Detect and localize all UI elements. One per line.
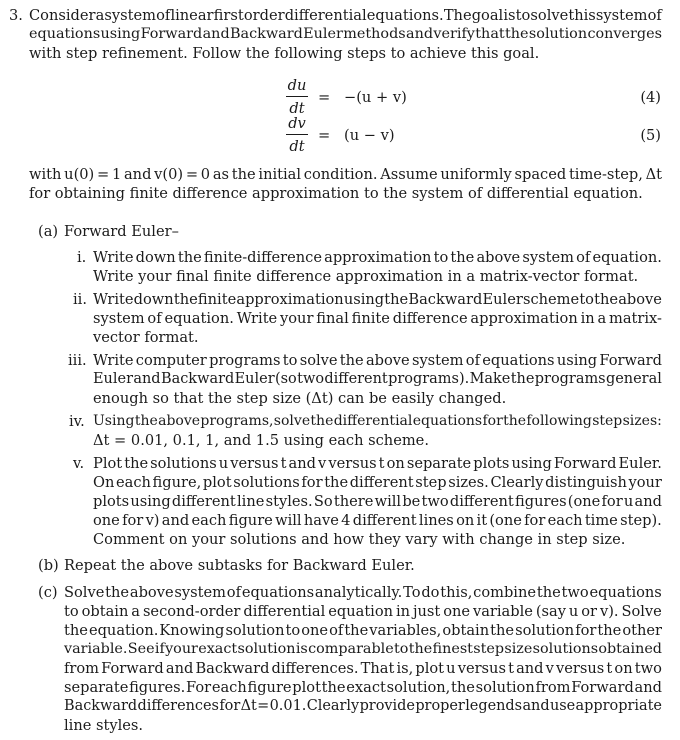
subitem-ii-line: Write down the finite approximation using the Backward Euler scheme to the above	[93, 291, 662, 308]
subitem-iii-label: iii.	[68, 352, 87, 369]
subitem-v-line: On each figure, plot solutions for the different step sizes. Clearly distinguish your	[93, 474, 662, 491]
subitem-iii-line: enough so that the step size (Δt) can be easily changed.	[93, 390, 507, 407]
subitem-v-line: plots using different line styles. So there will be two different figures (one for u and	[93, 493, 662, 510]
subitem-ii-label: ii.	[73, 291, 87, 308]
subitem-ii-line: vector format.	[93, 329, 199, 346]
part-b-label: (b)	[38, 557, 59, 574]
subitem-i-label: i.	[77, 249, 87, 266]
equation-4-numerator: du	[287, 77, 307, 94]
equals-sign: =	[318, 127, 331, 144]
fraction-dv-dt	[286, 114, 308, 156]
equation-5-numerator: dv	[288, 115, 306, 132]
part-c-line: separate figures. For each figure plot the exact solution, the solution from Forward and	[64, 679, 662, 696]
equation-4-rhs: −(u + v)	[344, 89, 407, 106]
part-c-line: from Forward and Backward differences. That is, plot u versus t and v versus t on two	[64, 660, 662, 677]
fraction-du-dt	[286, 76, 308, 118]
equation-5-label: (5)	[640, 127, 661, 144]
subitem-iii-line: Euler and Backward Euler (so two different programs). Make the programs general	[93, 371, 662, 387]
part-c-line: Backward differences for Δt = 0.01. Clearly provide proper legends and use appropriate	[64, 698, 662, 714]
subitem-ii-line: system of equation. Write your final finite difference approximation in a matrix-	[93, 310, 662, 327]
subitem-v-line: one for v) and each figure will have 4 different lines on it (one for each time step).	[93, 512, 662, 529]
equation-4-denominator: dt	[289, 100, 305, 117]
part-c-line: the equation. Knowing solution to one of the variables, obtain the solution for the other	[64, 622, 662, 639]
equation-5-rhs: (u − v)	[344, 127, 395, 144]
subitem-v-line: Plot the solutions u versus t and v versus t on separate plots using Forward Euler.	[93, 455, 662, 472]
subitem-i-line: Write your final finite difference approximation in a matrix-vector format.	[93, 268, 639, 285]
intro-line-1: Consider a system of linear first order differential equations. The goal is to solve this system of	[29, 7, 662, 24]
intro-line-3: with step refinement. Follow the following steps to achieve this goal.	[29, 45, 540, 62]
intro-line-2: equations using Forward and Backward Euler methods and verify that the solution converges	[29, 26, 662, 42]
part-c-line: Solve the above system of equations analytically. To do this, combine the two equations	[64, 584, 662, 601]
equation-5-denominator: dt	[289, 138, 305, 155]
subitem-iv-line: Δt = 0.01, 0.1, 1, and 1.5 using each scheme.	[93, 432, 429, 449]
part-a-label: (a)	[38, 223, 59, 240]
part-b-line: Repeat the above subtasks for Backward Euler.	[64, 557, 415, 574]
equals-sign: =	[318, 89, 331, 106]
subitem-iv-line: Using the above programs, solve the differential equations for the following step sizes:	[93, 413, 662, 429]
part-c-label: (c)	[38, 584, 58, 601]
part-c-line: variable. See if your exact solution is comparable to the finest step size solutions obtained	[64, 641, 662, 657]
part-c-line: line styles.	[64, 717, 144, 734]
subitem-iii-line: Write computer programs to solve the above system of equations using Forward	[93, 352, 662, 369]
subitem-v-label: v.	[73, 455, 85, 472]
subitem-v-line: Comment on your solutions and how they vary with change in step size.	[93, 531, 626, 548]
problem-number: 3.	[9, 7, 23, 24]
part-a-title: Forward Euler–	[64, 223, 179, 240]
equation-4-label: (4)	[640, 89, 661, 106]
subitem-iv-label: iv.	[69, 413, 85, 430]
initial-condition-line-1: with u(0) = 1 and v(0) = 0 as the initial condition. Assume uniformly spaced time-step, Δt	[29, 166, 662, 183]
initial-condition-line-2: for obtaining finite difference approximation to the system of differential equation.	[29, 185, 643, 202]
part-c-line: to obtain a second-order differential equation in just one variable (say u or v). Solve	[64, 603, 662, 620]
subitem-i-line: Write down the finite-difference approximation to the above system of equation.	[93, 249, 662, 266]
